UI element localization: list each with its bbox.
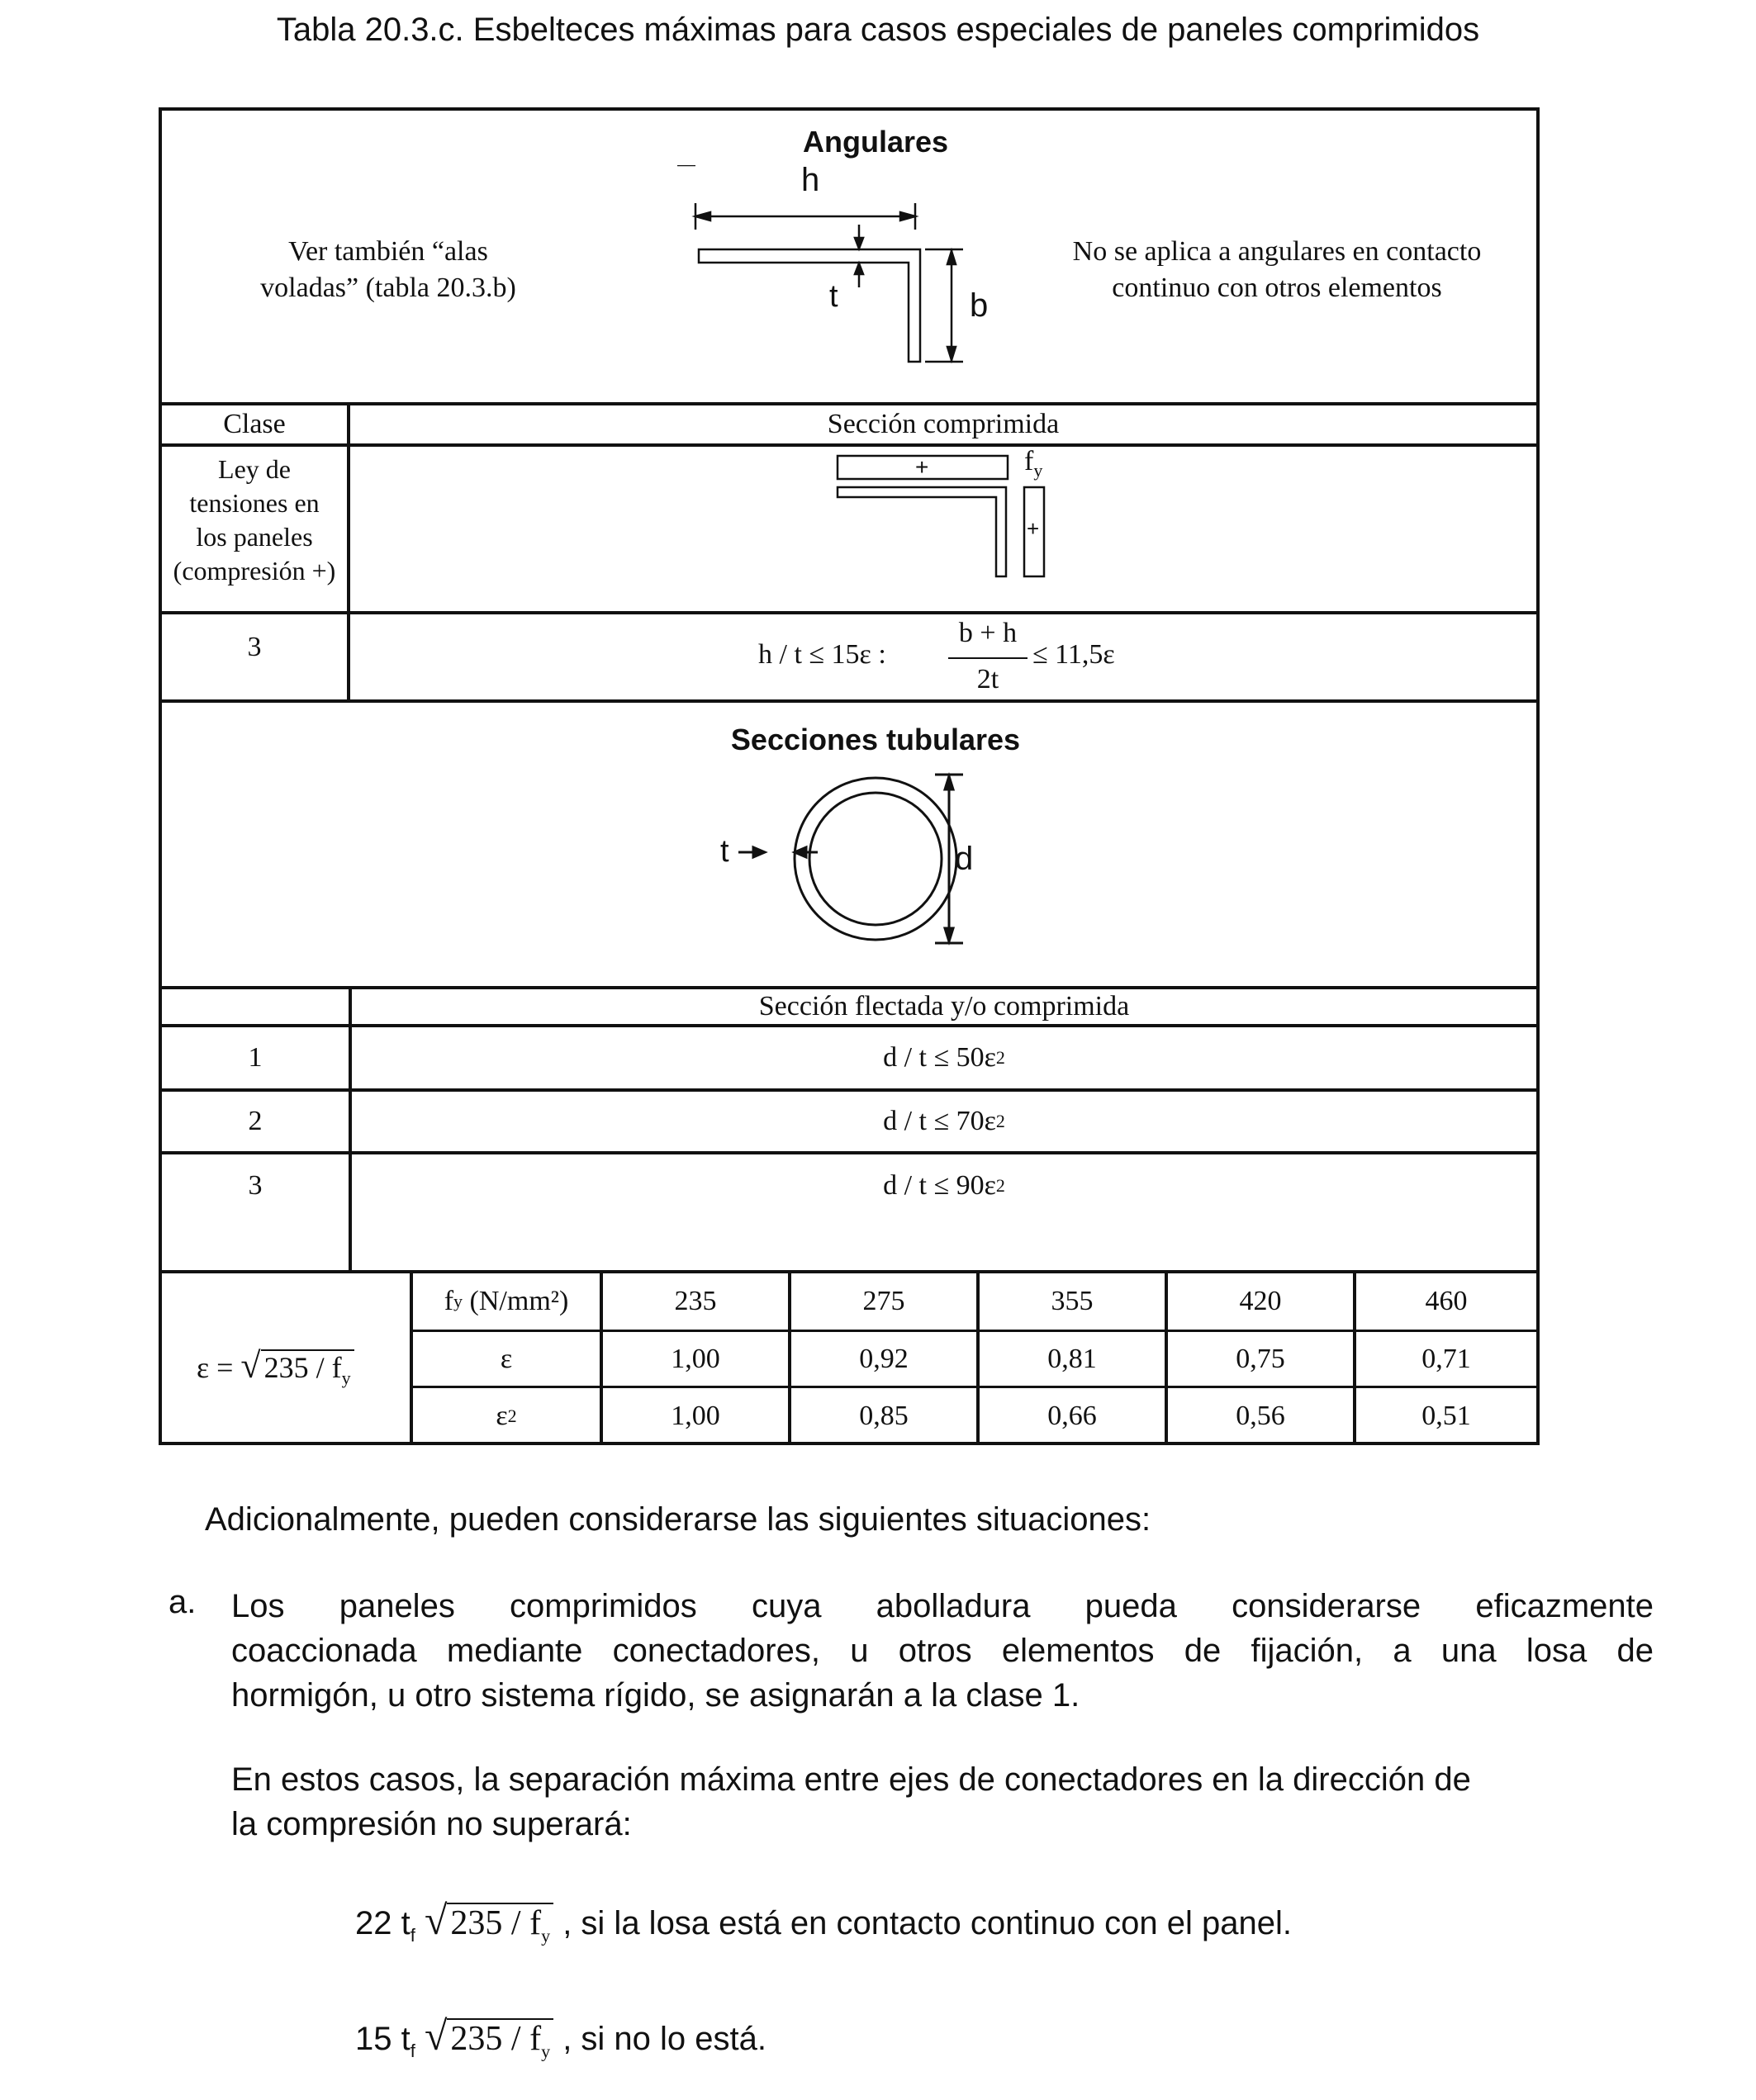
ht-condition: h / t ≤ 15ε : [758, 639, 886, 670]
epsilon-squared-value: 0,51 [1421, 1400, 1471, 1431]
epsilon-value: 1,00 [671, 1343, 720, 1374]
dim-h-label: h [801, 162, 820, 198]
tubular-class-3-limit: d / t ≤ 90ε 2 [883, 1170, 1005, 1201]
epsilon-squared-value: 0,56 [1236, 1400, 1285, 1431]
list-item-a: Los paneles comprimidos cuya abolladura pueda considerarse eficazmente coaccionada mediante conectadores, u otros elementos de fijación, a una losa de hormigón, u otro sistema rígido, se asignarán a la clase 1. [231, 1588, 1654, 1714]
clase-1-label: 1 [248, 1042, 263, 1073]
fy-value: 275 [862, 1286, 905, 1316]
see-also-note: Ver también “alas voladas” (tabla 20.3.b) [260, 236, 516, 303]
spacing-paragraph: En estos casos, la separación máxima entre ejes de conectadores en la dirección de la compresión no superará: [231, 1761, 1471, 1842]
bh-condition: ≤ 11,5ε [1032, 639, 1115, 670]
clase-3-label: 3 [247, 632, 262, 662]
angle-section-diagram [677, 165, 1024, 380]
stress-plus-top: + [915, 454, 929, 480]
table-title: Tabla 20.3.c. Esbelteces máximas para casos especiales de paneles comprimidos [276, 12, 1480, 48]
epsilon-definition: ε = √ $235 / f_y$ [197, 1344, 354, 1387]
fraction-numerator: b + h [958, 618, 1018, 648]
epsilon-value: 0,75 [1236, 1343, 1285, 1374]
epsilon-value: 0,71 [1421, 1343, 1471, 1374]
divider [159, 699, 1540, 703]
epsilon-value: 0,92 [859, 1343, 909, 1374]
stress-plus-right: + [1027, 516, 1040, 541]
fraction-bar [948, 657, 1027, 659]
divider [347, 402, 350, 699]
divider [159, 611, 1540, 614]
clase-3-label: 3 [248, 1170, 263, 1201]
clase-2-label: 2 [248, 1106, 263, 1136]
formula-no-contact: 15 $t_f$ $√235 / f_y$ , si no lo está. [355, 2012, 766, 2062]
dim-t-label: t [829, 279, 838, 314]
seccion-flectada-header: Sección flectada y/o comprimida [758, 991, 1130, 1022]
epsilon-row-header: ε [500, 1343, 513, 1374]
fy-value: 460 [1425, 1286, 1468, 1316]
dim-d-label: d [955, 841, 974, 877]
tubular-section-diagram [710, 766, 975, 965]
fy-value: 235 [674, 1286, 717, 1316]
not-applicable-note: No se aplica a angulares en contacto continuo con otros elementos [1072, 236, 1482, 303]
tubular-class-1-limit: d / t ≤ 50ε 2 [883, 1042, 1005, 1073]
fy-value: 355 [1051, 1286, 1094, 1316]
fraction-denominator: 2t [976, 664, 999, 694]
divider [159, 443, 1540, 447]
tubular-class-2-limit: d / t ≤ 70ε 2 [883, 1106, 1005, 1136]
epsilon-squared-row-header: ε 2 [496, 1400, 517, 1431]
clase-header: Clase [223, 409, 286, 439]
fy-value: 420 [1239, 1286, 1282, 1316]
list-marker-a: a. [168, 1584, 197, 1620]
epsilon-squared-value: 1,00 [671, 1400, 720, 1431]
angulares-heading: Angulares [802, 125, 949, 159]
epsilon-squared-value: 0,85 [859, 1400, 909, 1431]
fy-label: $f_y$ [1024, 446, 1043, 481]
epsilon-value: 0,81 [1047, 1343, 1097, 1374]
fy-row-header: f y (N/mm²) [444, 1286, 569, 1316]
tubulares-heading: Secciones tubulares [730, 723, 1021, 756]
stress-law-label: Ley de tensiones en los paneles (compresión +) [173, 454, 336, 585]
seccion-comprimida-header: Sección comprimida [827, 409, 1060, 439]
epsilon-squared-value: 0,66 [1047, 1400, 1097, 1431]
formula-continuous-contact: 22 $t_f$ $√235 / f_y$ , si la losa está en contacto continuo con el panel. [355, 1897, 1292, 1946]
dim-t-label: t [720, 834, 729, 869]
intro-paragraph: Adicionalmente, pueden considerarse las siguientes situaciones: [205, 1501, 1151, 1538]
dim-b-label: b [970, 287, 989, 324]
